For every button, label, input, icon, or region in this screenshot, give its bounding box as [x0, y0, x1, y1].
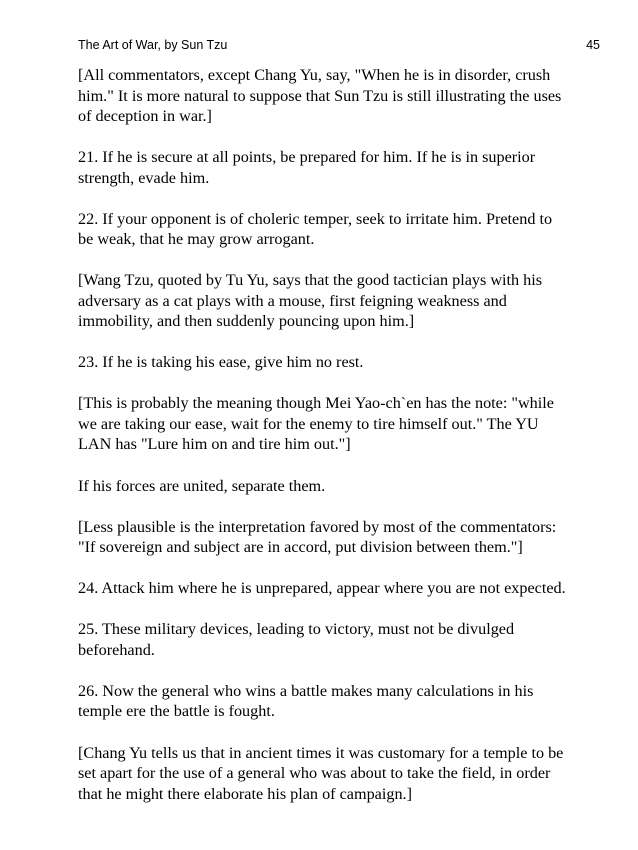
text-line: "If sovereign and subject are in accord, put division between them."]: [78, 538, 523, 557]
running-title: The Art of War, by Sun Tzu: [78, 38, 228, 52]
body-text: [78, 65, 603, 825]
text-line: [Wang Tzu, quoted by Tu Yu, says that the good tactician plays with his: [78, 271, 543, 290]
text-line: 24. Attack him where he is unprepared, appear where you are not expected.: [78, 579, 566, 598]
text-line: 22. If your opponent is of choleric temper, seek to irritate him. Pretend to: [78, 209, 553, 228]
paragraph: [78, 352, 603, 373]
text-line: [Chang Yu tells us that in ancient times it was customary for a temple to be: [78, 743, 564, 762]
text-line: LAN has "Lure him on and tire him out."]: [78, 435, 351, 454]
text-line: 25. These military devices, leading to victory, must not be divulged: [78, 620, 515, 639]
paragraph: [78, 65, 603, 127]
paragraph: [78, 393, 603, 455]
paragraph: [78, 517, 603, 558]
text-line: we are taking our ease, wait for the enemy to tire himself out." The YU: [78, 414, 539, 433]
text-line: 23. If he is taking his ease, give him no rest.: [78, 353, 364, 372]
text-line: [All commentators, except Chang Yu, say, "When he is in disorder, crush: [78, 66, 551, 84]
page-header: [78, 38, 600, 56]
paragraph: [78, 578, 603, 599]
paragraph: [78, 270, 603, 332]
text-line: set apart for the use of a general who was about to take the field, in order: [78, 764, 551, 783]
paragraph: [78, 476, 603, 497]
text-line: immobility, and then suddenly pouncing upon him.]: [78, 312, 415, 331]
text-line: that he might there elaborate his plan of campaign.]: [78, 784, 412, 803]
text-line: temple ere the battle is fought.: [78, 702, 275, 721]
paragraph: [78, 743, 603, 805]
page-number: 45: [586, 38, 600, 52]
text-line: adversary as a cat plays with a mouse, first feigning weakness and: [78, 291, 507, 310]
text-line: 21. If he is secure at all points, be prepared for him. If he is in superior: [78, 148, 536, 167]
text-line: If his forces are united, separate them.: [78, 476, 326, 495]
text-line: of deception in war.]: [78, 107, 212, 125]
paragraph: [78, 209, 603, 250]
paragraph: [78, 147, 603, 188]
text-line: 26. Now the general who wins a battle makes many calculations in his: [78, 681, 534, 700]
text-line: him." It is more natural to suppose that Sun Tzu is still illustrating the uses: [78, 86, 562, 105]
text-line: beforehand.: [78, 640, 155, 659]
text-line: be weak, that he may grow arrogant.: [78, 230, 315, 249]
text-line: [This is probably the meaning though Mei Yao-ch`en has the note: "while: [78, 394, 554, 413]
paragraph: [78, 681, 603, 722]
paragraph: [78, 619, 603, 660]
text-line: strength, evade him.: [78, 168, 210, 187]
text-line: [Less plausible is the interpretation favored by most of the commentators:: [78, 517, 557, 536]
